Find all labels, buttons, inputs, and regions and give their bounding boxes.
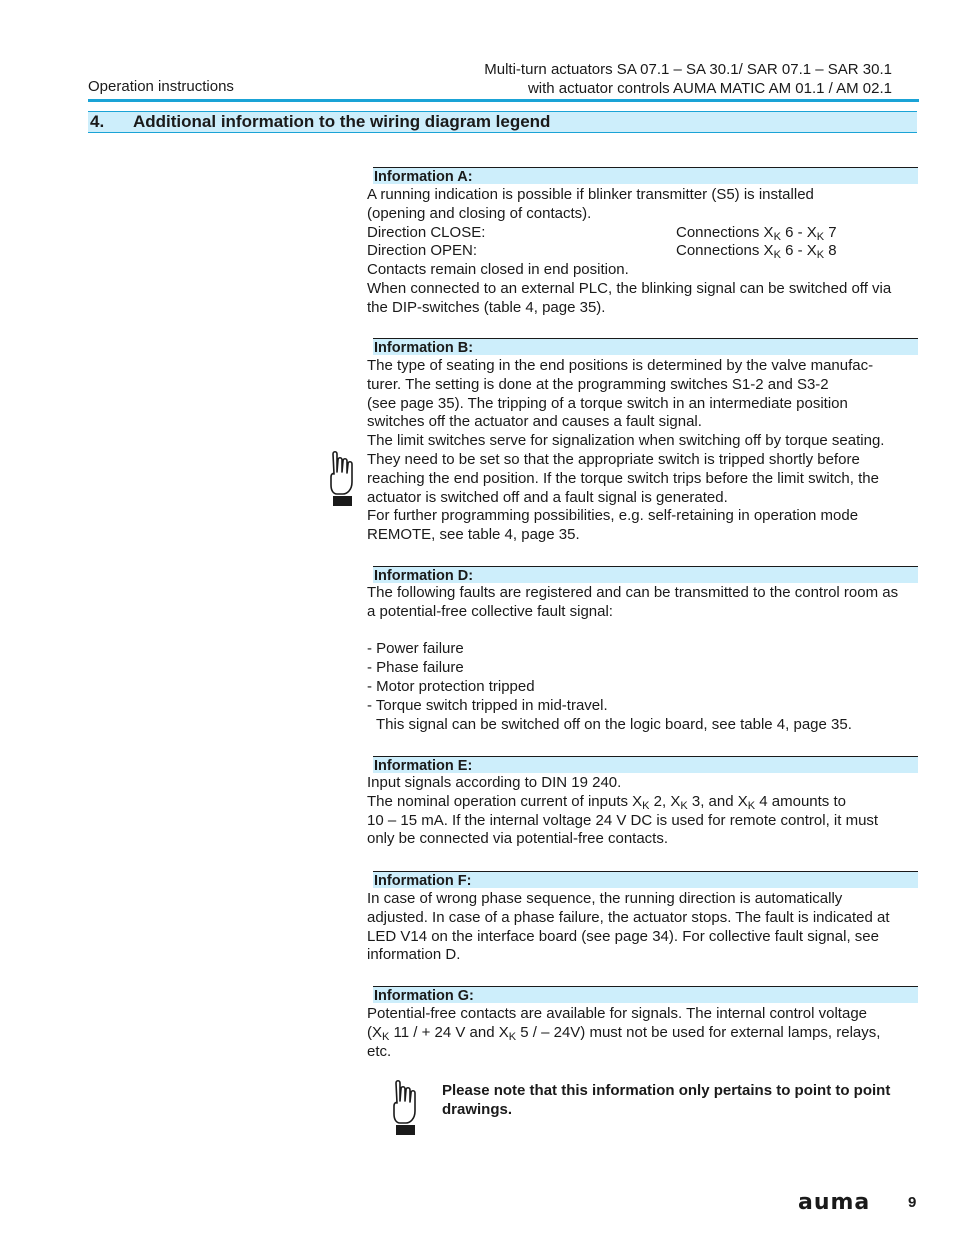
info-d-body bbox=[367, 584, 919, 734]
info-b-line: switches off the actuator and causes a fault signal. bbox=[367, 413, 702, 431]
info-f-line: information D. bbox=[367, 946, 461, 964]
info-b-line: turer. The setting is done at the programming switches S1-2 and S3-2 bbox=[367, 375, 829, 393]
header-title-line2: with actuator controls AUMA MATIC AM 01.1 / AM 02.1 bbox=[527, 80, 892, 97]
note-line: drawings. bbox=[442, 1101, 513, 1118]
info-a-line: When connected to an external PLC, the blinking signal can be switched off via bbox=[367, 279, 892, 297]
info-d-line: a potential-free collective fault signal: bbox=[367, 602, 613, 620]
info-b-line: The limit switches serve for signalization when switching off by torque seating. bbox=[367, 432, 885, 450]
info-e-line: The nominal operation current of inputs $X_K$ 2, $X_K$ 3, and $X_K$ 4 amounts to bbox=[367, 792, 846, 812]
section-title: Additional information to the wiring diagram legend bbox=[133, 112, 551, 131]
info-f-body bbox=[367, 890, 919, 965]
direction-open-label: Direction OPEN: bbox=[367, 242, 478, 260]
header-rule bbox=[88, 99, 919, 102]
pointing-hand-icon bbox=[327, 450, 357, 508]
info-b-line: reaching the end position. If the torque switch trips before the limit switch, the bbox=[367, 469, 879, 487]
info-g-heading: Information G: bbox=[373, 986, 918, 1003]
info-f-line: In case of wrong phase sequence, the running direction is automatically bbox=[367, 890, 843, 907]
page-number: 9 bbox=[908, 1194, 917, 1211]
direction-close-label: Direction CLOSE: bbox=[367, 223, 486, 241]
direction-open-connections: Connections $X_K$ $6 - X_K$ 8 bbox=[676, 242, 837, 262]
info-a-open-row bbox=[367, 242, 919, 261]
pointing-hand-icon bbox=[390, 1079, 420, 1137]
direction-close-connections: Connections $X_K$ $6 - X_K$ 7 bbox=[676, 223, 837, 243]
info-b-line: actuator is switched off and a fault signal is generated. bbox=[367, 488, 728, 506]
fault-list-item: - Power failure bbox=[367, 640, 464, 658]
info-b-line: (see page 35). The tripping of a torque switch in an intermediate position bbox=[367, 394, 848, 412]
info-a-body bbox=[367, 186, 919, 318]
info-e-line: 10 – 15 mA. If the internal voltage 24 V DC is used for remote control, it must bbox=[367, 811, 879, 829]
header-left: Operation instructions bbox=[88, 78, 234, 95]
info-f-line: LED V14 on the interface board (see page 34). For collective fault signal, see bbox=[367, 927, 879, 945]
info-a-close-row bbox=[367, 224, 919, 243]
info-d-heading: Information D: bbox=[373, 566, 918, 583]
note-line: Please note that this information only pertains to point to point bbox=[442, 1082, 891, 1099]
point-to-point-note bbox=[442, 1081, 922, 1119]
fault-list-item: - Torque switch tripped in mid-travel. bbox=[367, 696, 608, 714]
info-f-line: adjusted. In case of a phase failure, the actuator stops. The fault is indicated at bbox=[367, 908, 890, 926]
info-a-heading: Information A: bbox=[373, 167, 918, 184]
info-b-line: The type of seating in the end positions is determined by the valve manufac- bbox=[367, 357, 874, 374]
info-a-line: (opening and closing of contacts). bbox=[367, 204, 592, 222]
info-e-body bbox=[367, 774, 919, 849]
info-e-heading: Information E: bbox=[373, 756, 918, 773]
auma-logo: auma bbox=[798, 1190, 871, 1215]
info-b-heading: Information B: bbox=[373, 338, 918, 355]
info-g-line: etc. bbox=[367, 1042, 392, 1060]
info-a-line: the DIP-switches (table 4, page 35). bbox=[367, 298, 606, 316]
info-f-heading: Information F: bbox=[373, 871, 918, 888]
info-b-body bbox=[367, 357, 919, 545]
info-b-line: They need to be set so that the appropriate switch is tripped shortly before bbox=[367, 450, 860, 468]
info-a-line: Contacts remain closed in end position. bbox=[367, 261, 629, 279]
header-right bbox=[484, 60, 892, 98]
info-d-note: This signal can be switched off on the logic board, see table 4, page 35. bbox=[376, 715, 852, 733]
info-b-line: For further programming possibilities, e.g. self-retaining in operation mode bbox=[367, 507, 859, 525]
info-e-line: only be connected via potential-free contacts. bbox=[367, 830, 669, 848]
section-heading bbox=[88, 111, 917, 133]
header-title-line1: Multi-turn actuators SA 07.1 – SA 30.1/ SAR 07.1 – SAR 30.1 bbox=[484, 61, 892, 78]
info-b-line: REMOTE, see table 4, page 35. bbox=[367, 526, 580, 544]
info-d-line: The following faults are registered and can be transmitted to the control room as bbox=[367, 584, 899, 601]
info-g-line: Potential-free contacts are available for signals. The internal control voltage bbox=[367, 1005, 868, 1022]
info-a-line: A running indication is possible if blinker transmitter (S5) is installed bbox=[367, 186, 814, 203]
info-g-body bbox=[367, 1005, 919, 1061]
fault-list-item: - Motor protection tripped bbox=[367, 677, 535, 695]
info-g-line: ($X_K$ 11 / + 24 V and $X_K$ 5 / – 24V) must not be used for external lamps, relays, bbox=[367, 1023, 881, 1043]
section-number: 4. bbox=[90, 112, 105, 131]
info-e-line: Input signals according to DIN 19 240. bbox=[367, 774, 622, 791]
fault-list-item: - Phase failure bbox=[367, 659, 464, 677]
